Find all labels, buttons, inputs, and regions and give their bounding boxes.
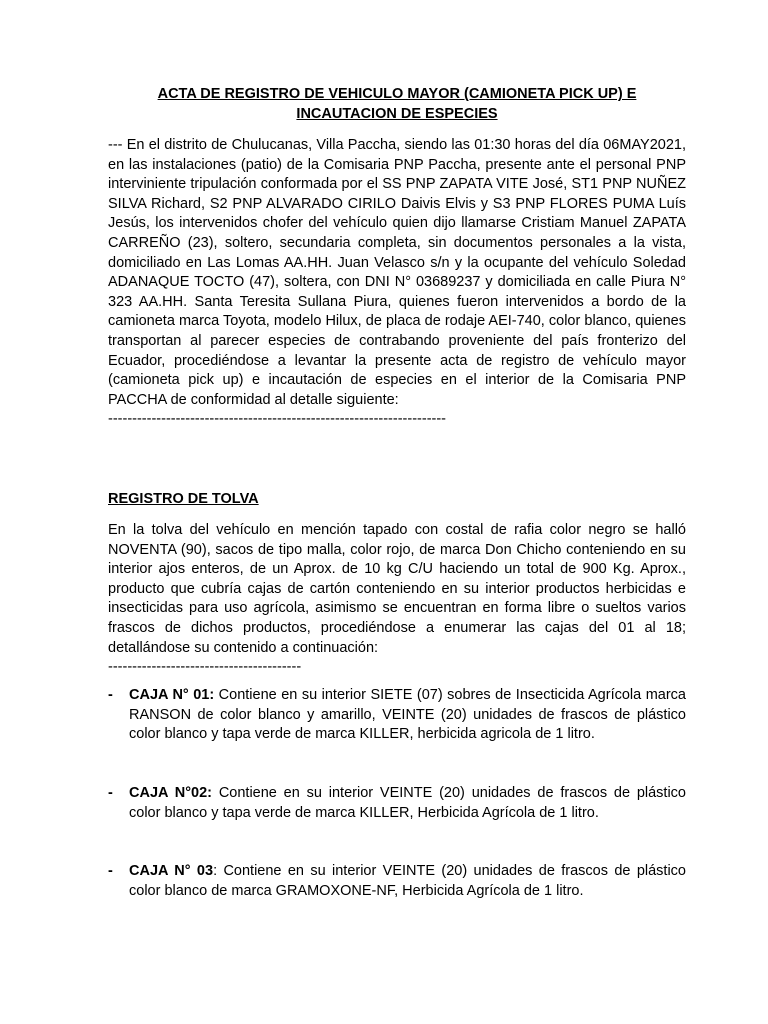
list-item-body bbox=[129, 686, 686, 745]
list-item-text: Contiene en su interior SIETE (07) sobres de Insecticida Agrícola marca RANSON de color blanco y amarillo, VEINTE (20) unidades de frascos de plástico color blanco y tapa verde de marca KILLER, herbicida agricola de 1 litro. bbox=[129, 687, 686, 743]
list-item-label: CAJA N°02: bbox=[129, 785, 212, 801]
tolva-section bbox=[108, 521, 686, 678]
list-item-text: : Contiene en su interior VEINTE (20) unidades de frascos de plástico color blanco de marca GRAMOXONE-NF, Herbicida Agrícola de 1 litro. bbox=[129, 863, 686, 899]
list-item-text: Contiene en su interior VEINTE (20) unidades de frascos de plástico color blanco y tapa verde de marca KILLER, Herbicida Agrícola de 1 litro. bbox=[129, 785, 686, 821]
list-item-caja-01 bbox=[108, 686, 686, 745]
list-bullet: - bbox=[108, 863, 113, 879]
intro-section bbox=[108, 136, 686, 430]
list-bullet: - bbox=[108, 785, 113, 801]
tolva-dash-separator: ---------------------------------------- bbox=[108, 659, 302, 676]
list-item-label: CAJA N° 03 bbox=[129, 863, 214, 879]
list-item-caja-02 bbox=[108, 784, 686, 823]
document-title: ACTA DE REGISTRO DE VEHICULO MAYOR (CAMIONETA PICK UP) E INCAUTACION DE ESPECIES bbox=[157, 86, 637, 122]
intro-paragraph: --- En el distrito de Chulucanas, Villa Paccha, siendo las 01:30 horas del día 06MAY2021, en las instalaciones (patio) de la Comisaria PNP Paccha, presente ante el personal PNP interviniente tripulación conformada por el SS PNP ZAPATA VITE José, ST1 PNP NUÑEZ SILVA Richard, S2 PNP ALVARADO CIRILO Daivis Elvis y S3 PNP FLORES PUMA Luís Jesús, los intervenidos chofer del vehículo quien dijo llamarse Cristiam Manuel ZAPATA CARREÑO (23), soltero, secundaria completa, sin documentos personales a la vista, domiciliado en Las Lomas AA.HH. Juan Velasco s/n y la ocupante del vehículo Soledad ADANAQUE TOCTO (47), soltera, con DNI N° 03689237 y domiciliada en calle Piura N° 323 AA.HH. Santa Teresita Sullana Piura, quienes fueron intervenidos a bordo de la camioneta marca Toyota, modelo Hilux, de placa de rodaje AEI-740, color blanco, quienes transportan al parecer especies de contrabando proveniente del país fronterizo del Ecuador, procediéndose a levantar la presente acta de registro de vehículo mayor (camioneta pick up) e incautación de especies en el interior de la Comisaria PNP PACCHA de conformidad al detalle siguiente: bbox=[108, 137, 686, 408]
list-item-body bbox=[129, 784, 686, 823]
intro-dash-separator: ---------------------------------------------------------------------- bbox=[108, 411, 447, 428]
list-bullet: - bbox=[108, 687, 113, 703]
tolva-paragraph: En la tolva del vehículo en mención tapado con costal de rafia color negro se halló NOVENTA (90), sacos de tipo malla, color rojo, de marca Don Chicho conteniendo en su interior ajos enteros, de un Aprox. de 10 kg C/U haciendo un total de 900 Kg. Aprox., producto que cubría cajas de cartón conteniendo en su interior productos herbicidas e insecticidas para uso agrícola, asimismo se encuentran en forma libre o sueltos varios frascos de dichos productos, procediéndose a enumerar las cajas del 01 al 18; detallándose su contenido a continuación: bbox=[108, 522, 686, 656]
list-item-body bbox=[129, 862, 686, 901]
section-heading-tolva: REGISTRO DE TOLVA bbox=[108, 491, 259, 507]
list-item-caja-03 bbox=[108, 862, 686, 901]
list-item-label: CAJA N° 01: bbox=[129, 687, 215, 703]
